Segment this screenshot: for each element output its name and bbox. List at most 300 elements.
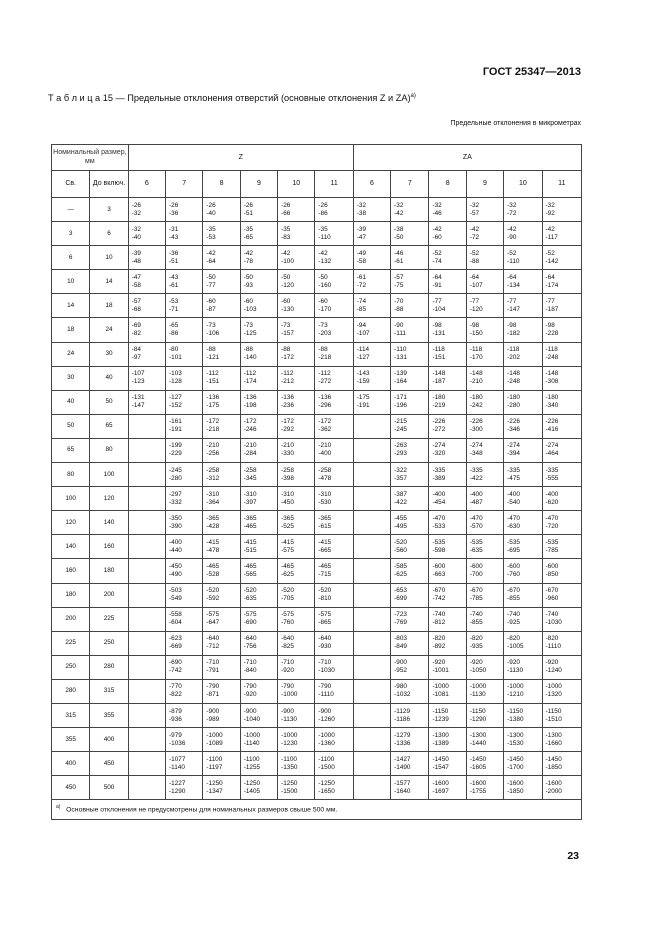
deviation-cell (466, 728, 503, 752)
upper-deviation: -350 (169, 514, 182, 522)
deviation-cell (128, 318, 165, 342)
upper-deviation: -470 (432, 514, 446, 522)
lower-deviation: -97 (131, 354, 141, 362)
size-from: 140 (52, 535, 90, 559)
deviation-cell (166, 752, 203, 776)
standard-number: ГОСТ 25347—2013 (482, 66, 581, 78)
deviation-cell (466, 366, 503, 390)
deviation-cell (504, 390, 542, 414)
upper-deviation: -415 (281, 538, 294, 546)
deviation-cell (240, 390, 277, 414)
grade-header: 11 (315, 171, 353, 198)
lower-deviation: -1210 (507, 691, 524, 699)
grade-header: 7 (166, 171, 203, 198)
table-row (52, 631, 582, 655)
deviation-cell (240, 222, 277, 246)
deviation-cell (128, 198, 165, 222)
lower-deviation: -635 (469, 546, 483, 554)
deviation-cell (315, 270, 353, 294)
size-to: 120 (90, 487, 128, 511)
lower-deviation: -61 (394, 257, 404, 265)
upper-deviation: -32 (356, 201, 367, 209)
upper-deviation: -1300 (432, 731, 449, 739)
deviation-cell (278, 487, 315, 511)
lower-deviation: -236 (281, 402, 294, 410)
deviation-cell (353, 246, 390, 270)
upper-deviation: -172 (206, 418, 220, 426)
deviation-cell (542, 438, 581, 462)
upper-deviation: -415 (318, 538, 332, 546)
lower-deviation: -86 (318, 209, 328, 217)
upper-deviation: -400 (507, 490, 520, 498)
deviation-cell (353, 535, 390, 559)
upper-deviation: -180 (469, 394, 483, 402)
deviation-cell (278, 535, 315, 559)
deviation-cell (315, 246, 353, 270)
deviation-cell (315, 583, 353, 607)
upper-deviation: -64 (545, 273, 555, 281)
lower-deviation: -78 (243, 257, 253, 265)
footnote (52, 800, 582, 819)
upper-deviation: -26 (281, 201, 291, 209)
size-to: 500 (90, 776, 128, 800)
upper-deviation: -52 (469, 249, 480, 257)
lower-deviation: -1032 (394, 691, 411, 699)
lower-deviation: -2000 (545, 787, 562, 795)
upper-deviation: -136 (243, 394, 257, 402)
size-from: 40 (52, 390, 90, 414)
upper-deviation: -670 (469, 587, 483, 595)
upper-deviation: -820 (469, 635, 483, 643)
lower-deviation: -212 (281, 378, 294, 386)
upper-deviation: -400 (432, 490, 446, 498)
lower-deviation: -930 (318, 643, 332, 651)
lower-deviation: -300 (469, 426, 483, 434)
deviation-cell (353, 342, 390, 366)
deviation-cell (391, 463, 429, 487)
upper-deviation: -161 (169, 418, 182, 426)
lower-deviation: -88 (394, 305, 404, 313)
upper-deviation: -575 (281, 611, 294, 619)
upper-deviation: -1577 (394, 779, 411, 787)
grade-header: 11 (542, 171, 581, 198)
deviation-cell (353, 607, 390, 631)
deviation-cell (240, 776, 277, 800)
upper-deviation: -470 (545, 514, 559, 522)
upper-deviation: -136 (206, 394, 220, 402)
deviation-cell (429, 535, 466, 559)
lower-deviation: -117 (545, 233, 558, 241)
lower-deviation: -159 (356, 378, 370, 386)
upper-deviation: -1450 (432, 755, 449, 763)
deviation-cell (391, 390, 429, 414)
upper-deviation: -88 (281, 346, 291, 354)
table-row (52, 511, 582, 535)
upper-deviation: -1450 (507, 755, 524, 763)
deviation-cell (429, 270, 466, 294)
table-row (52, 246, 582, 270)
upper-deviation: -1300 (469, 731, 487, 739)
lower-deviation: -1005 (507, 643, 524, 651)
upper-deviation: -46 (394, 249, 404, 257)
upper-deviation: -640 (281, 635, 294, 643)
lower-deviation: -88 (469, 257, 480, 265)
deviation-cell (240, 679, 277, 703)
deviation-cell (203, 535, 240, 559)
lower-deviation: -1001 (432, 667, 449, 675)
upper-deviation: -740 (545, 611, 559, 619)
upper-deviation: -690 (169, 659, 182, 667)
deviation-cell (203, 559, 240, 583)
lower-deviation: -528 (206, 570, 220, 578)
deviation-cell (240, 655, 277, 679)
deviation-cell (542, 366, 581, 390)
upper-deviation: -64 (507, 273, 517, 281)
size-from: 280 (52, 679, 90, 703)
upper-deviation: -94 (356, 322, 367, 330)
upper-deviation: -42 (243, 249, 253, 257)
lower-deviation: -87 (206, 305, 216, 313)
upper-deviation: -210 (243, 442, 257, 450)
upper-deviation: -670 (432, 587, 446, 595)
deviation-cell (542, 703, 581, 727)
deviation-cell (353, 487, 390, 511)
lower-deviation: -174 (545, 281, 559, 289)
lower-deviation: -1605 (469, 763, 487, 771)
upper-deviation: -112 (281, 370, 294, 378)
table-row (52, 414, 582, 438)
upper-deviation: -465 (243, 562, 257, 570)
lower-deviation: -187 (432, 378, 446, 386)
upper-deviation: -335 (432, 466, 446, 474)
lower-deviation: -68 (131, 305, 141, 313)
lower-deviation: -1030 (318, 667, 335, 675)
lower-deviation: -72 (469, 233, 480, 241)
lower-deviation: -120 (469, 305, 483, 313)
upper-deviation: -43 (169, 273, 179, 281)
lower-deviation: -825 (281, 643, 294, 651)
deviation-cell (166, 390, 203, 414)
upper-deviation: -1150 (545, 707, 562, 715)
upper-deviation: -263 (394, 442, 407, 450)
deviation-cell (429, 390, 466, 414)
deviation-cell (315, 728, 353, 752)
size-from: 120 (52, 511, 90, 535)
deviation-cell (278, 607, 315, 631)
lower-deviation: -525 (281, 522, 294, 530)
deviation-cell (391, 222, 429, 246)
upper-deviation: -465 (206, 562, 220, 570)
lower-deviation: -849 (394, 643, 407, 651)
lower-deviation: -1640 (394, 787, 411, 795)
table-row (52, 270, 582, 294)
deviation-cell (240, 487, 277, 511)
deviation-cell (128, 679, 165, 703)
lower-deviation: -284 (243, 450, 257, 458)
lower-deviation: -332 (169, 498, 182, 506)
deviation-cell (278, 776, 315, 800)
lower-deviation: -810 (318, 595, 332, 603)
table-row (52, 655, 582, 679)
lower-deviation: -760 (507, 570, 520, 578)
deviation-cell (429, 511, 466, 535)
deviation-cell (315, 703, 353, 727)
deviation-cell (203, 222, 240, 246)
upper-deviation: -215 (394, 418, 407, 426)
upper-deviation: -274 (469, 442, 483, 450)
lower-deviation: -93 (243, 281, 253, 289)
lower-deviation: -1290 (469, 715, 487, 723)
upper-deviation: -39 (131, 249, 141, 257)
upper-deviation: -415 (243, 538, 257, 546)
upper-deviation: -520 (394, 538, 407, 546)
grade-header: 9 (466, 171, 503, 198)
table-caption (48, 93, 416, 103)
lower-deviation: -82 (131, 330, 141, 338)
upper-deviation: -52 (507, 249, 517, 257)
deviation-cell (203, 607, 240, 631)
deviation-cell (203, 583, 240, 607)
deviation-cell (166, 535, 203, 559)
deviation-cell (315, 679, 353, 703)
lower-deviation: -422 (394, 498, 407, 506)
lower-deviation: -48 (131, 257, 141, 265)
lower-deviation: -1500 (318, 763, 335, 771)
upper-deviation: -103 (169, 370, 182, 378)
lower-deviation: -428 (206, 522, 220, 530)
table-row (52, 728, 582, 752)
deviation-cell (278, 222, 315, 246)
deviation-cell (240, 198, 277, 222)
upper-deviation: -640 (243, 635, 257, 643)
lower-deviation: -1490 (394, 763, 411, 771)
lower-deviation: -107 (356, 330, 370, 338)
deviation-cell (128, 366, 165, 390)
deviation-cell (315, 487, 353, 511)
upper-deviation: -77 (469, 297, 480, 305)
from-header: Св. (52, 171, 90, 198)
lower-deviation: -756 (243, 643, 257, 651)
deviation-cell (542, 318, 581, 342)
lower-deviation: -42 (394, 209, 404, 217)
upper-deviation: -310 (281, 490, 294, 498)
deviation-cell (353, 318, 390, 342)
lower-deviation: -989 (206, 715, 220, 723)
lower-deviation: -416 (545, 426, 559, 434)
upper-deviation: -172 (318, 418, 332, 426)
upper-deviation: -35 (206, 225, 216, 233)
size-to: 10 (90, 246, 128, 270)
size-to: 400 (90, 728, 128, 752)
upper-deviation: -36 (169, 249, 179, 257)
deviation-cell (166, 583, 203, 607)
deviation-cell (542, 752, 581, 776)
deviation-cell (504, 583, 542, 607)
deviation-cell (353, 438, 390, 462)
lower-deviation: -131 (432, 330, 446, 338)
deviation-cell (353, 511, 390, 535)
deviation-cell (278, 511, 315, 535)
deviation-cell (128, 728, 165, 752)
lower-deviation: -245 (394, 426, 407, 434)
grade-header: 6 (353, 171, 390, 198)
deviation-cell (542, 390, 581, 414)
lower-deviation: -1850 (545, 763, 562, 771)
lower-deviation: -1030 (545, 619, 562, 627)
upper-deviation: -723 (394, 611, 407, 619)
deviation-cell (166, 246, 203, 270)
deviation-cell (166, 342, 203, 366)
deviation-cell (429, 679, 466, 703)
grade-header: 8 (203, 171, 240, 198)
lower-deviation: -663 (432, 570, 446, 578)
deviation-cell (391, 703, 429, 727)
upper-deviation: -623 (169, 635, 182, 643)
deviation-cell (315, 366, 353, 390)
lower-deviation: -1440 (469, 739, 487, 747)
upper-deviation: -820 (545, 635, 559, 643)
deviation-cell (542, 198, 581, 222)
upper-deviation: -226 (507, 418, 520, 426)
lower-deviation: -293 (394, 450, 407, 458)
deviation-cell (391, 414, 429, 438)
deviation-cell (353, 463, 390, 487)
lower-deviation: -104 (432, 305, 446, 313)
upper-deviation: -1150 (469, 707, 486, 715)
size-from: 160 (52, 559, 90, 583)
upper-deviation: -39 (356, 225, 367, 233)
upper-deviation: -710 (243, 659, 257, 667)
deviation-cell (315, 438, 353, 462)
lower-deviation: -246 (243, 426, 257, 434)
upper-deviation: -57 (131, 297, 141, 305)
deviation-cell (504, 366, 542, 390)
deviation-cell (240, 414, 277, 438)
upper-deviation: -26 (131, 201, 141, 209)
deviation-cell (166, 270, 203, 294)
deviation-cell (203, 487, 240, 511)
lower-deviation: -248 (545, 354, 559, 362)
deviation-cell (466, 246, 503, 270)
lower-deviation: -103 (243, 305, 257, 313)
upper-deviation: -600 (545, 562, 559, 570)
upper-deviation: -114 (356, 346, 370, 354)
lower-deviation: -960 (545, 595, 559, 603)
deviation-cell (466, 631, 503, 655)
upper-deviation: -26 (169, 201, 179, 209)
lower-deviation: -296 (318, 402, 332, 410)
lower-deviation: -490 (169, 570, 182, 578)
size-to: 315 (90, 679, 128, 703)
deviation-cell (466, 752, 503, 776)
lower-deviation: -77 (206, 281, 216, 289)
page-number: 23 (567, 850, 579, 862)
upper-deviation: -258 (206, 466, 220, 474)
upper-deviation: -1600 (469, 779, 487, 787)
size-from: 450 (52, 776, 90, 800)
upper-deviation: -42 (432, 225, 442, 233)
size-to: 40 (90, 366, 128, 390)
lower-deviation: -1547 (432, 763, 449, 771)
footnote-text: Основные отклонения не предусмотрены для номинальных размеров свыше 500 мм. (66, 806, 338, 814)
upper-deviation: -600 (507, 562, 520, 570)
deviation-cell (278, 583, 315, 607)
upper-deviation: -32 (469, 201, 480, 209)
lower-deviation: -1650 (318, 787, 335, 795)
lower-deviation: -570 (469, 522, 483, 530)
lower-deviation: -422 (469, 474, 483, 482)
lower-deviation: -228 (545, 330, 559, 338)
lower-deviation: -1000 (281, 691, 298, 699)
deviation-cell (166, 198, 203, 222)
upper-deviation: -180 (432, 394, 446, 402)
deviation-cell (128, 390, 165, 414)
lower-deviation: -530 (318, 498, 332, 506)
lower-deviation: -920 (281, 667, 294, 675)
size-from: 250 (52, 655, 90, 679)
table-row (52, 776, 582, 800)
lower-deviation: -560 (394, 546, 407, 554)
upper-deviation: -64 (469, 273, 480, 281)
deviation-cell (504, 463, 542, 487)
upper-deviation: -1600 (432, 779, 449, 787)
deviation-cell (429, 752, 466, 776)
upper-deviation: -32 (545, 201, 555, 209)
lower-deviation: -389 (432, 474, 446, 482)
deviation-cell (278, 631, 315, 655)
lower-deviation: -394 (507, 450, 520, 458)
upper-deviation: -32 (131, 225, 141, 233)
deviation-cell (166, 728, 203, 752)
deviation-cell (278, 342, 315, 366)
upper-deviation: -575 (318, 611, 332, 619)
deviation-cell (466, 776, 503, 800)
lower-deviation: -647 (206, 619, 220, 627)
deviation-cell (504, 679, 542, 703)
deviation-cell (315, 318, 353, 342)
upper-deviation: -1600 (507, 779, 524, 787)
deviation-cell (166, 631, 203, 655)
lower-deviation: -134 (507, 281, 520, 289)
upper-deviation: -210 (206, 442, 220, 450)
deviation-cell (504, 511, 542, 535)
upper-deviation: -710 (206, 659, 220, 667)
deviation-cell (429, 342, 466, 366)
lower-deviation: -66 (281, 209, 291, 217)
upper-deviation: -274 (545, 442, 559, 450)
upper-deviation: -42 (545, 225, 555, 233)
lower-deviation: -203 (318, 330, 332, 338)
upper-deviation: -670 (545, 587, 559, 595)
deviation-cell (504, 728, 542, 752)
upper-deviation: -1000 (469, 683, 487, 691)
size-from: 65 (52, 438, 90, 462)
lower-deviation: -364 (206, 498, 220, 506)
upper-deviation: -274 (507, 442, 520, 450)
lower-deviation: -90 (507, 233, 517, 241)
deviation-cell (353, 703, 390, 727)
upper-deviation: -920 (545, 659, 559, 667)
deviation-cell (166, 487, 203, 511)
lower-deviation: -695 (507, 546, 520, 554)
deviation-cell (128, 535, 165, 559)
deviation-cell (240, 703, 277, 727)
lower-deviation: -91 (432, 281, 442, 289)
upper-deviation: -118 (507, 346, 520, 354)
lower-deviation: -187 (545, 305, 559, 313)
lower-deviation: -478 (318, 474, 332, 482)
upper-deviation: -35 (318, 225, 328, 233)
